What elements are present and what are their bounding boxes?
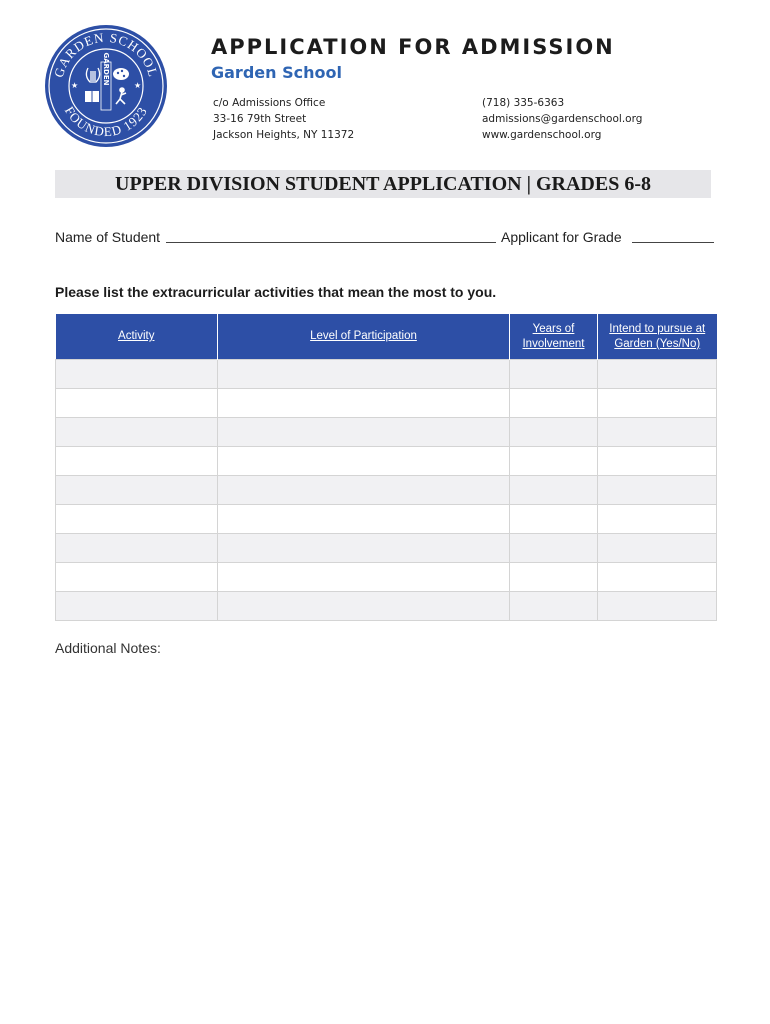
- column-header-activity: Activity: [56, 314, 218, 360]
- grade-field[interactable]: [632, 242, 714, 243]
- table-header-row: [56, 314, 717, 360]
- table-cell[interactable]: [218, 447, 510, 476]
- seal-bottom-text: FOUNDED 1923: [61, 103, 151, 140]
- document-title: APPLICATION FOR ADMISSION: [211, 35, 615, 59]
- section-banner: UPPER DIVISION STUDENT APPLICATION | GRADES 6-8: [55, 170, 711, 198]
- book-icon: [85, 91, 99, 102]
- table-cell[interactable]: [56, 447, 218, 476]
- table-row: [56, 360, 717, 389]
- table-cell[interactable]: [510, 418, 598, 447]
- email-link[interactable]: admissions@gardenschool.org: [482, 113, 643, 125]
- table-cell[interactable]: [598, 476, 717, 505]
- table-row: [56, 418, 717, 447]
- table-cell[interactable]: [598, 418, 717, 447]
- student-name-field[interactable]: [166, 242, 496, 243]
- table-cell[interactable]: [510, 534, 598, 563]
- address-line: c/o Admissions Office: [213, 97, 326, 109]
- table-cell[interactable]: [218, 389, 510, 418]
- address-line: 33-16 79th Street: [213, 113, 307, 125]
- table-row: [56, 563, 717, 592]
- star-left-icon: ★: [71, 81, 79, 90]
- table-cell[interactable]: [56, 563, 218, 592]
- table-cell[interactable]: [218, 505, 510, 534]
- table-cell[interactable]: [218, 563, 510, 592]
- table-row: [56, 505, 717, 534]
- table-cell[interactable]: [218, 360, 510, 389]
- palette-icon: [113, 68, 129, 80]
- table-cell[interactable]: [598, 505, 717, 534]
- phone-number: (718) 335-6363: [482, 97, 565, 109]
- school-address: [213, 95, 354, 143]
- school-seal: [44, 24, 168, 148]
- table-cell[interactable]: [218, 418, 510, 447]
- table-cell[interactable]: [510, 447, 598, 476]
- activities-prompt: Please list the extracurricular activities that mean the most to you.: [55, 284, 497, 300]
- table-cell[interactable]: [510, 505, 598, 534]
- table-cell[interactable]: [218, 592, 510, 621]
- seal-inner-text: GARDEN: [102, 52, 110, 86]
- student-name-label: Name of Student: [55, 229, 161, 245]
- activities-table: [55, 314, 717, 621]
- table-cell[interactable]: [218, 534, 510, 563]
- column-header-level: Level of Participation: [218, 314, 510, 360]
- table-row: [56, 447, 717, 476]
- table-cell[interactable]: [510, 563, 598, 592]
- website-link[interactable]: www.gardenschool.org: [482, 129, 602, 141]
- table-cell[interactable]: [56, 418, 218, 447]
- star-right-icon: ★: [134, 81, 142, 90]
- table-row: [56, 592, 717, 621]
- table-row: [56, 389, 717, 418]
- table-cell[interactable]: [510, 476, 598, 505]
- table-cell[interactable]: [56, 534, 218, 563]
- table-cell[interactable]: [510, 360, 598, 389]
- school-contact: [482, 95, 642, 143]
- column-header-years: Years of Involvement: [510, 314, 598, 360]
- grade-label: Applicant for Grade: [501, 229, 622, 245]
- table-cell[interactable]: [56, 360, 218, 389]
- table-cell[interactable]: [56, 476, 218, 505]
- table-cell[interactable]: [56, 389, 218, 418]
- table-cell[interactable]: [56, 505, 218, 534]
- table-cell[interactable]: [598, 563, 717, 592]
- table-cell[interactable]: [56, 592, 218, 621]
- table-cell[interactable]: [510, 389, 598, 418]
- seal-top-text: GARDEN SCHOOL: [50, 29, 162, 80]
- school-name: Garden School: [211, 63, 342, 82]
- table-cell[interactable]: [598, 389, 717, 418]
- table-row: [56, 534, 717, 563]
- table-cell[interactable]: [598, 592, 717, 621]
- column-header-intend: Intend to pursue at Garden (Yes/No): [598, 314, 717, 360]
- table-cell[interactable]: [598, 447, 717, 476]
- table-cell[interactable]: [598, 360, 717, 389]
- additional-notes-label: Additional Notes:: [55, 640, 161, 656]
- table-row: [56, 476, 717, 505]
- table-cell[interactable]: [510, 592, 598, 621]
- address-line: Jackson Heights, NY 11372: [213, 129, 355, 141]
- table-cell[interactable]: [598, 534, 717, 563]
- table-cell[interactable]: [218, 476, 510, 505]
